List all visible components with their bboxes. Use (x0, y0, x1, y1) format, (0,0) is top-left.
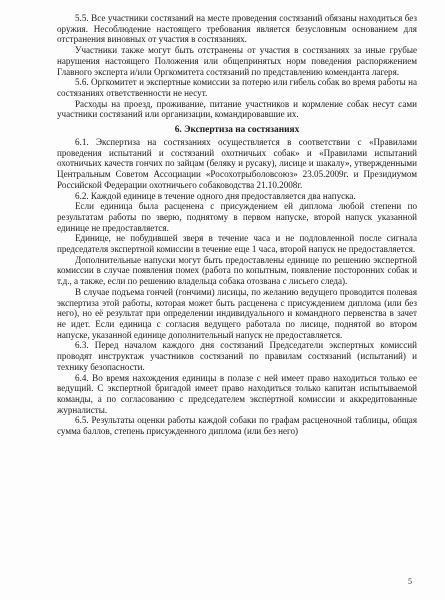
paragraph-fox-raising: В случае подъема гончей (гончими) лисицы, по желанию ведущего проводится полевая экспертиза этой работы, которая может быть расценена с присуждением диплома (или без него), но её результат при определении индивидуального и командного первенства в зачет не идет. Если единица с согласия ведущего работала по лисице, поднятой во втором напуске, указанной единице дополнительный напуск не предоставляется. (57, 286, 417, 340)
paragraph-participants-removal: Участники также могут быть отстранены от участия в состязаниях за иные грубые нарушения настоящего Положения или общепринятых норм поведения распоряжением Главного эксперта и/или Оргкомитета состязаний по представлению коменданта лагеря. (57, 45, 417, 77)
paragraph-6-4: 6.4. Во время нахождения единицы в полазе с ней имеет право находиться только ее ведущий. С экспертной бригадой имеет право находиться только капитан испытываемой команды, а по согласованию с председателем экспертной комиссии и аккредитованные журналисты. (57, 372, 417, 415)
section-heading: 6. Экспертиза на состязаниях (174, 125, 300, 136)
paragraph-6-1: 6.1. Экспертиза на состязаниях осуществляется в соответствии с «Правилами проведения испытаний и состязаний охотничьих собак» и «Правилами испытаний охотничьих качеств гончих по зайцам (беляку и русаку), лисице и шакалу», утвержденными Центральным Советом Ассоциации «Росохотрыболовсоюз» 23.05.2009г. и Президиумом Российской Федерации охотничьего собаководства 21.10.2008г. (57, 137, 417, 190)
paragraph-6-3: 6.3. Перед началом каждого дня состязаний Председатели экспертных комиссий проводят инструктаж участников состязаний по правилам состязаний (испытаний) и технику безопасности. (57, 340, 417, 372)
paragraph-additional-releases: Дополнительные напуски могут быть предоставлены единице по решению экспертной комиссии в случае появления помех (работа по копытным, появление посторонних собак и т.д., а также, если по решению владельца собака отозвана с лисьего следа). (57, 254, 417, 287)
document-body (57, 13, 417, 437)
paragraph-expenses: Расходы на проезд, проживание, питание участников и кормление собак несут сами участники состязаний или организации, командировавшие их. (57, 98, 417, 120)
page-number: 5 (408, 577, 412, 586)
paragraph-5-6: 5.6. Оргкомитет и экспертные комиссии за потерю или гибель собак во время работы на состязаниях ответственности не несут. (57, 77, 417, 98)
paragraph-5-5: 5.5. Все участники состязаний на месте проведения состязаний обязаны находиться без оружия. Несоблюдение настоящего требования является безусловным основанием для отстранения виновных от участия в состязаниях. (57, 13, 417, 45)
paragraph-6-5: 6.5. Результаты оценки работы каждой собаки по графам расценочной таблицы, общая сумма баллов, степень присужденного диплома (или без него) (57, 415, 417, 437)
paragraph-6-2: 6.2. Каждой единице в течение одного дня предоставляется два напуска. (75, 190, 356, 201)
paragraph-no-second-release: Единице, не побудившей зверя в течение часа и не подловленной после сигнала председателя экспертной комиссии в течение еще 1 часа, второй напуск не предоставляется. (57, 233, 417, 255)
paragraph-diploma-first-release: Если единица была расценена с присуждением ей диплома любой степени по результатам работы по зверю, поднятому в первом напуске, второй напуск указанной единице не предоставляется. (57, 201, 417, 233)
